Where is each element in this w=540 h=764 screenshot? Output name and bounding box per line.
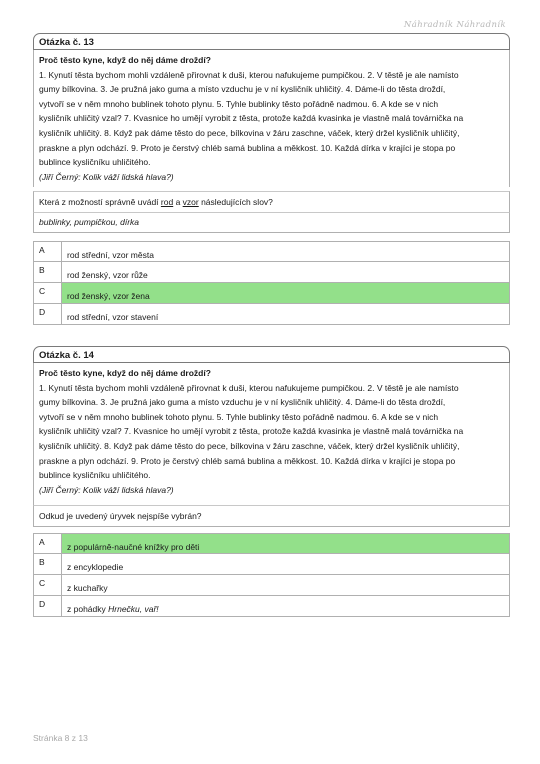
question-13-options <box>33 241 510 325</box>
option-text: rod ženský, vzor růže <box>67 270 148 280</box>
option-b[interactable] <box>33 262 510 283</box>
option-letter: B <box>34 554 62 574</box>
passage-line: kysličník uhličitý. 8. Když pak dáme těsto do pece, bílkovina v žáru zaschne, váček, který držel kysličník uhličitý, <box>39 440 460 451</box>
question-14-prompt: Odkud je uvedený úryvek nejspíše vybrán? <box>33 505 510 527</box>
passage-line: kysličník uhličitý. 8. Když pak dáme těsto do pece, bílkovina v žáru zaschne, váček, který držel kysličník uhličitý, <box>39 127 460 138</box>
option-letter: D <box>34 596 62 616</box>
passage-line: vytvoří se v něm mnoho bublinek tohoto plynu. 5. Tyhle bublinky těsto pořádně nadmou. 6. A kde se v nich <box>39 411 439 422</box>
passage-line: 1. Kynutí těsta bychom mohli vzdáleně přirovnat k duši, kterou nafukujeme pumpičkou. 2. V těstě je ale namísto <box>39 69 459 80</box>
passage-source: (Jiří Černý: Kolik váží lidská hlava?) <box>39 484 174 495</box>
passage-source: (Jiří Černý: Kolik váží lidská hlava?) <box>39 171 174 182</box>
option-d[interactable] <box>33 304 510 325</box>
page-footer: Stránka 8 z 13 <box>33 733 88 743</box>
question-14-options <box>33 533 510 617</box>
option-text: rod ženský, vzor žena <box>62 283 509 303</box>
option-c-correct[interactable] <box>33 283 510 304</box>
passage-line: bublince kysličníku uhličitého. <box>39 157 151 168</box>
question-13-passage <box>33 50 510 187</box>
passage-line: gumy bílkovina. 3. Je pružná jako guma a místo vzduchu je v ní kysličník uhličitý. 4. Dáme-li do těsta droždí, <box>39 397 446 408</box>
option-text: z encyklopedie <box>67 562 124 572</box>
option-d[interactable] <box>33 596 510 617</box>
option-b[interactable] <box>33 554 510 575</box>
option-text: rod střední, vzor města <box>67 250 154 260</box>
option-text: rod střední, vzor stavení <box>67 312 159 322</box>
passage-line: praskne a plyn odchází. 9. Proto je čerstvý chléb samá bublina a měkkost. 10. Každá dírka v krajíci je stopa po <box>39 455 456 466</box>
passage-line: vytvoří se v něm mnoho bublinek tohoto plynu. 5. Tyhle bublinky těsto pořádně nadmou. 6. A kde se v nich <box>39 98 439 109</box>
question-13-title: Proč těsto kyne, když do něj dáme droždí? <box>39 55 211 65</box>
question-14-passage <box>33 363 510 505</box>
question-13-prompt: Která z možností správně uvádí rod a vzor následujících slov? <box>33 191 510 213</box>
passage-line: bublince kysličníku uhličitého. <box>39 470 151 481</box>
option-letter: A <box>34 534 62 553</box>
option-a[interactable] <box>33 241 510 262</box>
option-letter: A <box>34 242 62 261</box>
passage-line: gumy bílkovina. 3. Je pružná jako guma a místo vzduchu je v ní kysličník uhličitý. 4. Dáme-li do těsta droždí, <box>39 84 446 95</box>
option-letter: D <box>34 304 62 324</box>
question-14-title: Proč těsto kyne, když do něj dáme droždí? <box>39 368 211 378</box>
question-14-header: Otázka č. 14 <box>33 346 510 363</box>
option-letter: C <box>34 283 62 303</box>
option-text: z populárně-naučné knížky pro děti <box>62 534 509 553</box>
passage-line: kysličník uhličitý vzal? 7. Kvasnice ho umějí vyrobit z těsta, protože každá kvasinka je vlastně malá továrnička na <box>39 113 464 124</box>
option-text: z kuchařky <box>67 583 108 593</box>
option-letter: B <box>34 262 62 282</box>
passage-line: kysličník uhličitý vzal? 7. Kvasnice ho umějí vyrobit z těsta, protože každá kvasinka je vlastně malá továrnička na <box>39 426 464 437</box>
option-letter: C <box>34 575 62 595</box>
option-a-correct[interactable] <box>33 533 510 554</box>
option-text: z pohádky Hrnečku, vař! <box>67 604 159 614</box>
watermark: Náhradník Náhradník <box>403 20 506 30</box>
passage-line: 1. Kynutí těsta bychom mohli vzdáleně přirovnat k duši, kterou nafukujeme pumpičkou. 2. V těstě je ale namísto <box>39 382 459 393</box>
question-13-words: bublinky, pumpičkou, dírka <box>33 212 510 233</box>
question-13-header: Otázka č. 13 <box>33 33 510 50</box>
option-c[interactable] <box>33 575 510 596</box>
passage-line: praskne a plyn odchází. 9. Proto je čerstvý chléb samá bublina a měkkost. 10. Každá dírka v krajíci je stopa po <box>39 142 456 153</box>
